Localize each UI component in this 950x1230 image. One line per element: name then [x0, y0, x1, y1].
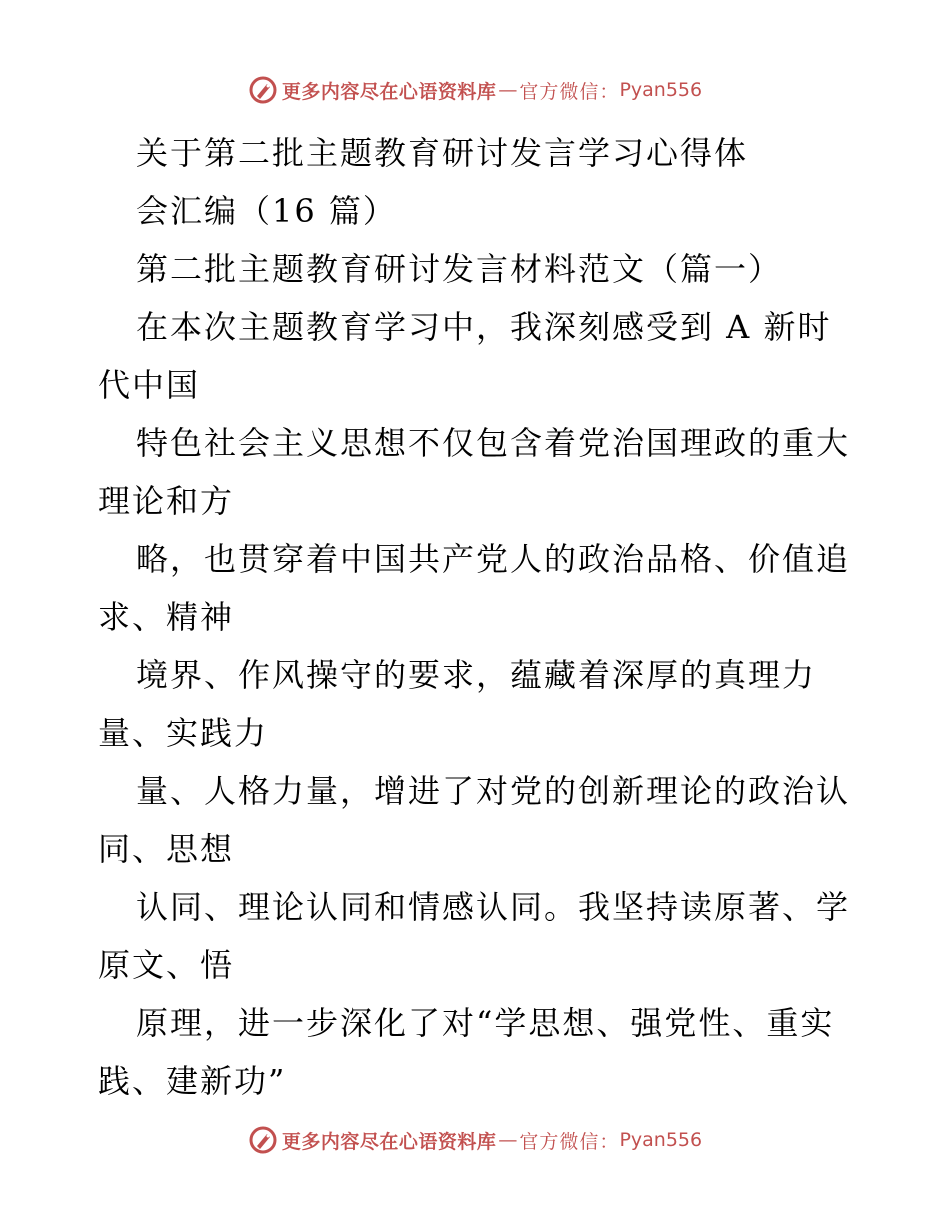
text-line: 理论和方 [98, 482, 235, 520]
text-line: 量、实践力 [98, 714, 269, 752]
document-body [98, 124, 858, 1110]
pen-nib-icon [248, 75, 278, 105]
text-line: 同、思想 [98, 830, 235, 868]
text-line: 求、精神 [98, 598, 235, 636]
watermark-wechat-id: Pyan556 [619, 1129, 703, 1151]
text-line: 在本次主题教育学习中，我深刻感受到 A 新时 [136, 308, 832, 346]
text-line: 认同、理论认同和情感认同。我坚持读原著、学 [136, 888, 851, 926]
watermark-official-label: 官方微信： [519, 80, 620, 103]
watermark-wechat-id: Pyan556 [619, 79, 703, 101]
watermark-separator: — [498, 1129, 518, 1151]
text-line: 践、建新功” [98, 1062, 287, 1100]
text-line: 境界、作风操守的要求，蕴藏着深厚的真理力 [136, 656, 817, 694]
text-line: 略，也贯穿着中国共产党人的政治品格、价值追 [136, 540, 851, 578]
text-line: 代中国 [98, 366, 201, 404]
header-watermark [0, 70, 950, 110]
footer-watermark [0, 1120, 950, 1160]
text-line: 关于第二批主题教育研讨发言学习心得体 [136, 134, 749, 172]
watermark-official-label: 官方微信： [519, 1130, 620, 1153]
text-line: 第二批主题教育研讨发言材料范文（篇一） [136, 250, 783, 288]
text-line: 特色社会主义思想不仅包含着党治国理政的重大 [136, 424, 851, 462]
watermark-separator: — [498, 79, 518, 101]
watermark-brand: 更多内容尽在心语资料库 [281, 1130, 497, 1153]
text-line: 原文、悟 [98, 946, 235, 984]
watermark-brand: 更多内容尽在心语资料库 [281, 80, 497, 103]
pen-nib-icon [248, 1125, 278, 1155]
text-line: 会汇编（16 篇） [136, 192, 397, 230]
text-line: 量、人格力量，增进了对党的创新理论的政治认 [136, 772, 851, 810]
text-line: 原理，进一步深化了对“学思想、强党性、重实 [136, 1004, 835, 1042]
